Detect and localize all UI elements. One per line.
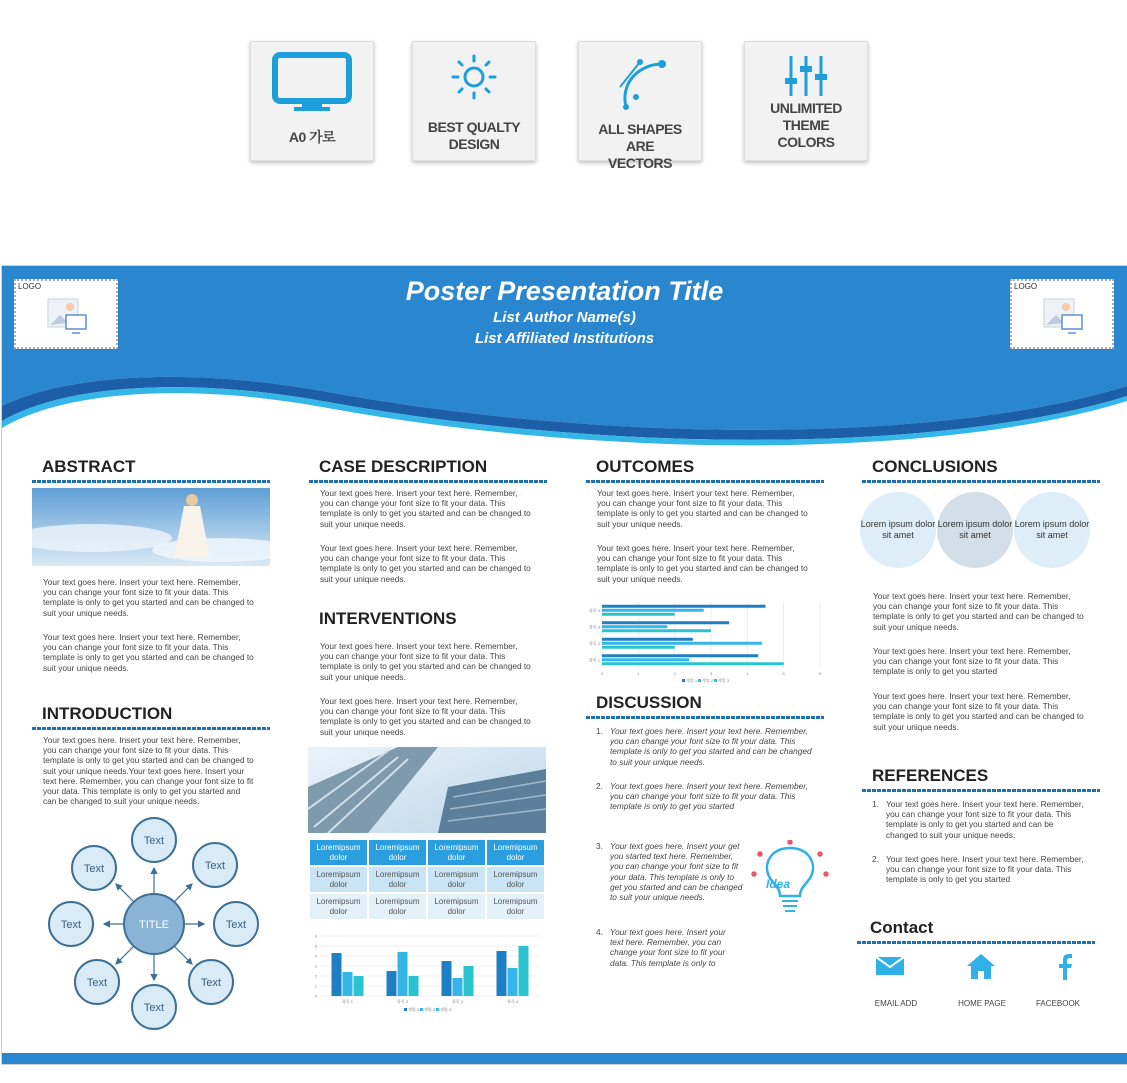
- image-placeholder-icon: [1042, 297, 1086, 337]
- section-title-conclusions: CONCLUSIONS: [872, 457, 998, 476]
- bar: [508, 968, 518, 996]
- section-rule: [32, 727, 270, 730]
- bar: [602, 662, 784, 665]
- diagram-center-label: TITLE: [139, 919, 169, 931]
- list-number: 2.: [596, 781, 603, 791]
- envelope-icon[interactable]: [875, 956, 905, 976]
- conclusions-text-3: Your text goes here. Insert your text here. Remember, you can change your font size to fit your data. This template is only to get you started and can be changed to suit your unique needs.: [873, 691, 1084, 732]
- bezier-pen-icon: [610, 52, 670, 112]
- diagram-node-label: Text: [200, 977, 222, 989]
- bar: [409, 976, 419, 996]
- legend-swatch: [404, 1008, 407, 1011]
- legend-swatch: [420, 1008, 423, 1011]
- idea-label: Idea: [765, 877, 791, 891]
- section-rule: [862, 480, 1100, 483]
- poster-institutions: List Affiliated Institutions: [474, 330, 655, 347]
- section-rule: [586, 716, 824, 719]
- legend-label: 계열 2: [702, 678, 714, 683]
- conclusion-circle: Lorem ipsum dolor sit amet: [860, 492, 936, 568]
- abstract-text-1: Your text goes here. Insert your text here. Remember, you can change your font size to fit your data. This template is only to get you started and can be changed to suit your unique needs.: [43, 577, 254, 618]
- category-label: 항목 3: [588, 624, 600, 630]
- table-cell: Loremipsum dolor: [428, 840, 485, 865]
- outcomes-text-1: Your text goes here. Insert your text here. Remember, you can change your font size to fit your data. This template is only to get you started and can be changed to suit your unique needs.: [597, 488, 808, 529]
- logo-label: LOGO: [1014, 282, 1038, 291]
- section-rule: [857, 941, 1095, 944]
- building-photo: [308, 747, 546, 833]
- data-table: [308, 838, 546, 921]
- section-title-discussion: DISCUSSION: [596, 693, 702, 712]
- legend-label: 계열 3: [440, 1007, 452, 1012]
- bar: [602, 629, 711, 632]
- legend-swatch: [682, 679, 685, 682]
- discussion-item-2: [596, 781, 812, 812]
- discussion-item-3: [596, 841, 746, 903]
- bar: [442, 961, 452, 996]
- table-cell: Loremipsum dolor: [369, 840, 426, 865]
- section-title-introduction: INTRODUCTION: [42, 704, 173, 723]
- section-rule: [309, 480, 547, 483]
- bar: [464, 966, 474, 996]
- table-cell: Loremipsum dolor: [310, 867, 367, 892]
- legend-label: 계열 1: [408, 1007, 420, 1012]
- bar: [602, 605, 766, 608]
- conclusion-circle: Lorem ipsum dolor sit amet: [1014, 492, 1090, 568]
- diagram-node-label: Text: [143, 835, 165, 847]
- logo-label: LOGO: [18, 282, 42, 291]
- table-cell: Loremipsum dolor: [428, 894, 485, 919]
- feature-badge-quality: [412, 41, 536, 161]
- tick-label: 4: [746, 671, 749, 676]
- poster-footer-bar: [2, 1053, 1127, 1065]
- contact-label-homepage[interactable]: HOME PAGE: [958, 999, 1006, 1008]
- bar: [332, 953, 342, 996]
- feature-badge-vectors: [578, 41, 702, 171]
- legend-label: 계열 3: [718, 678, 730, 683]
- tick-label: 4: [314, 953, 317, 959]
- case-description-text-2: Your text goes here. Insert your text here. Remember, you can change your font size to fit your data. This template is only to get you started and can be changed to suit your unique needs.: [320, 543, 531, 584]
- list-number: 3.: [596, 841, 603, 851]
- section-rule: [862, 789, 1100, 792]
- bar: [602, 621, 729, 624]
- facebook-icon[interactable]: [1057, 954, 1073, 980]
- sun-icon: [449, 52, 499, 102]
- list-text: Your text goes here. Insert your get you started text here. Remember, you can change your font size to fit your data. This template is only to get you started and can be changed to suit your unique needs.: [610, 841, 743, 903]
- case-description-text-1: Your text goes here. Insert your text here. Remember, you can change your font size to fit your data. This template is only to get you started and can be changed to suit your unique needs.: [320, 488, 531, 529]
- section-title-contact: Contact: [870, 918, 934, 937]
- contact-label-email[interactable]: EMAIL ADD: [874, 999, 918, 1008]
- logo-placeholder-left[interactable]: [14, 279, 118, 349]
- conclusions-text-2: Your text goes here. Insert your text here. Remember, you can change your font size to fit your data. This template is only to get you started: [873, 646, 1071, 677]
- poster: [1, 265, 1127, 1065]
- bar: [602, 613, 675, 616]
- tick-label: 2: [673, 671, 676, 676]
- section-title-case-description: CASE DESCRIPTION: [319, 457, 488, 476]
- legend-label: 계열 1: [686, 678, 698, 683]
- bar: [497, 951, 507, 996]
- table-cell: Loremipsum dolor: [310, 894, 367, 919]
- tick-label: 0: [314, 993, 317, 999]
- poster-authors: List Author Name(s): [493, 309, 636, 326]
- tick-label: 3: [709, 671, 713, 676]
- feature-label: BEST QUALTY DESIGN: [427, 119, 521, 152]
- feature-label: UNLIMITED THEME COLORS: [770, 100, 842, 150]
- introduction-text: Your text goes here. Insert your text here. Remember, you can change your font size to fit your data. This template is only to get you started and can be changed to suit your unique needs.Your text goes here. Insert your text here. Remember, you can change your font size to fit your data. This template is only to get you started and can be changed to suit your unique needs.: [43, 735, 254, 807]
- bar: [453, 978, 463, 996]
- bar: [602, 609, 704, 612]
- diagram-node-label: Text: [204, 860, 226, 872]
- tick-label: 2: [314, 973, 317, 979]
- diagram-node-label: Text: [60, 919, 82, 931]
- interventions-text-1: Your text goes here. Insert your text here. Remember, you can change your font size to fit your data. This template is only to get you started and can be changed to suit your unique needs.: [320, 641, 531, 682]
- section-rule: [586, 480, 824, 483]
- bar: [602, 642, 762, 645]
- diagram-node-label: Text: [143, 1002, 165, 1014]
- list-number: 1.: [872, 799, 879, 809]
- logo-placeholder-right[interactable]: [1010, 279, 1114, 349]
- category-label: 항목 4: [506, 999, 519, 1004]
- table-cell: Loremipsum dolor: [428, 867, 485, 892]
- reference-item-1: [872, 799, 1086, 840]
- poster-title: Poster Presentation Title: [405, 276, 724, 306]
- tick-label: 6: [314, 933, 317, 939]
- reference-item-2: [872, 854, 1086, 885]
- section-rule: [32, 480, 270, 483]
- list-text: Your text goes here. Insert your text here. Remember, you can change your font size to fit your data. This template is only to get you started: [610, 781, 808, 812]
- feature-badge-a0: [250, 41, 374, 161]
- home-icon[interactable]: [966, 952, 996, 980]
- abstract-text-2: Your text goes here. Insert your text here. Remember, you can change your font size to fit your data. This template is only to get you started and can be changed to suit your unique needs.: [43, 632, 254, 673]
- tick-label: 5: [314, 943, 317, 949]
- table-cell: Loremipsum dolor: [369, 867, 426, 892]
- list-text: Your text goes here. Insert your text here. Remember, you can change your font size to fit your data. This template is only to get you started: [886, 854, 1084, 885]
- category-label: 항목 1: [588, 657, 600, 663]
- section-title-interventions: INTERVENTIONS: [319, 609, 457, 628]
- interventions-text-2: Your text goes here. Insert your text here. Remember, you can change your font size to fit your data. This template is only to get you started and can be changed to suit your unique needs.: [320, 696, 531, 737]
- conclusions-text-1: Your text goes here. Insert your text here. Remember, you can change your font size to fit your data. This template is only to get you started and can be changed to suit your unique needs.: [873, 591, 1084, 632]
- category-label: 항목 2: [396, 999, 409, 1004]
- list-number: 2.: [872, 854, 879, 864]
- bar: [602, 646, 675, 649]
- image-placeholder-icon: [46, 297, 90, 337]
- bar: [602, 638, 693, 641]
- diagram-node-label: Text: [83, 863, 105, 875]
- tick-label: 3: [314, 963, 317, 969]
- horizontal-bar-chart: [584, 598, 824, 686]
- abstract-photo: [32, 488, 270, 566]
- tick-label: 6: [818, 671, 822, 676]
- conclusion-circle: Lorem ipsum dolor sit amet: [937, 492, 1013, 568]
- legend-swatch: [714, 679, 717, 682]
- bar: [602, 654, 758, 657]
- section-title-outcomes: OUTCOMES: [596, 457, 695, 476]
- table-cell: Loremipsum dolor: [369, 894, 426, 919]
- category-label: 항목 2: [588, 640, 600, 646]
- monitor-icon: [272, 52, 352, 114]
- diagram-node-label: Text: [86, 977, 108, 989]
- section-title-references: REFERENCES: [872, 766, 989, 785]
- bar: [398, 952, 408, 996]
- legend-swatch: [698, 679, 701, 682]
- feature-label: ALL SHAPES ARE VECTORS: [598, 121, 682, 171]
- list-number: 1.: [596, 726, 603, 736]
- category-label: 항목 1: [341, 999, 354, 1004]
- bar: [602, 625, 667, 628]
- title-radial-diagram: [34, 802, 274, 1032]
- discussion-item-4: [596, 927, 736, 968]
- contact-label-facebook[interactable]: FACEBOOK: [1035, 999, 1080, 1008]
- bar: [387, 971, 397, 996]
- category-label: 항목 4: [588, 607, 600, 613]
- bar: [343, 972, 353, 996]
- bar: [602, 658, 689, 661]
- outcomes-text-2: Your text goes here. Insert your text here. Remember, you can change your font size to fit your data. This template is only to get you started and can be changed to suit your unique needs.: [597, 543, 808, 584]
- idea-bulb-icon: [750, 840, 830, 924]
- table-cell: Loremipsum dolor: [487, 867, 544, 892]
- tick-label: 1: [314, 983, 317, 989]
- sliders-icon: [781, 54, 831, 98]
- bar: [519, 946, 529, 996]
- diagram-node-label: Text: [225, 919, 247, 931]
- table-cell: Loremipsum dolor: [487, 840, 544, 865]
- legend-label: 계열 2: [424, 1007, 436, 1012]
- tick-label: 0: [600, 671, 604, 676]
- feature-label: A0 가로: [288, 129, 336, 145]
- table-cell: Loremipsum dolor: [487, 894, 544, 919]
- feature-badge-colors: [744, 41, 868, 161]
- vertical-bar-chart: [308, 932, 546, 1016]
- discussion-item-1: [596, 726, 812, 767]
- legend-swatch: [436, 1008, 439, 1011]
- list-text: Your text goes here. Insert your text here. Remember, you can change your font size to fit your data. This template is only to get you started and can be changed to suit your unique needs.: [886, 799, 1084, 840]
- list-number: 4.: [596, 927, 603, 937]
- bar: [354, 976, 364, 996]
- list-text: Your text goes here. Insert your text here. Remember, you can change your font size to fit your data. This template is only to: [610, 927, 726, 968]
- tick-label: 5: [782, 671, 785, 676]
- tick-label: 1: [637, 671, 640, 676]
- section-title-abstract: ABSTRACT: [42, 457, 136, 476]
- category-label: 항목 3: [451, 999, 464, 1004]
- list-text: Your text goes here. Insert your text here. Remember, you can change your font size to fit your data. This template is only to get you started and can be changed to suit your unique needs.: [610, 726, 812, 767]
- table-cell: Loremipsum dolor: [310, 840, 367, 865]
